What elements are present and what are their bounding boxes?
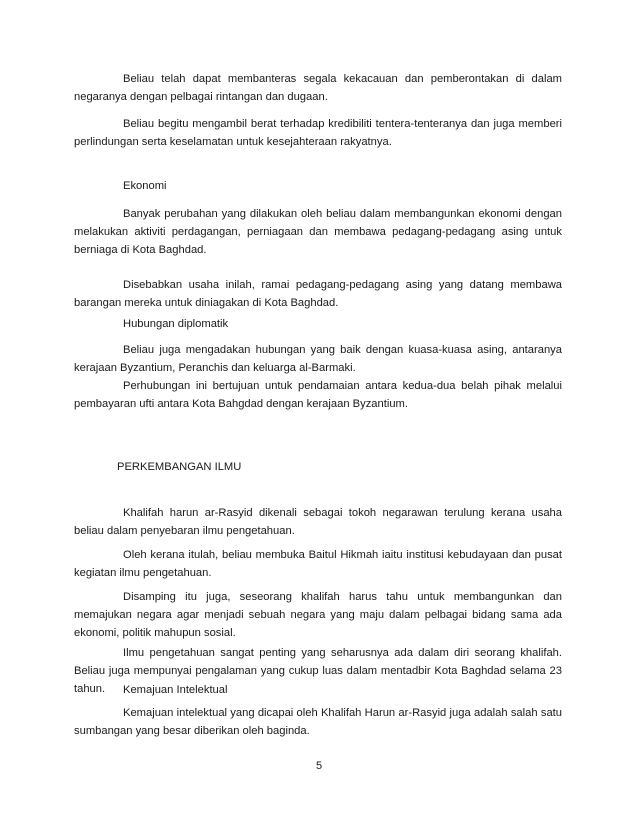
paragraph: Perhubungan ini bertujuan untuk pendamaian antara kedua-dua belah pihak melalui pembayaran ufti antara Kota Bahgdad dengan kerajaan Byzantium. [74, 380, 562, 410]
section-heading-perkembangan-ilmu: PERKEMBANGAN ILMU [117, 461, 242, 473]
paragraph: Banyak perubahan yang dilakukan oleh beliau dalam membangunkan ekonomi dengan melakukan aktiviti perdagangan, perniagaan dan membawa pedagang-pedagang asing untuk berniaga di Kota Baghdad. [74, 208, 562, 256]
page-number: 5 [315, 760, 323, 772]
section-heading-kemajuan-intelektual: Kemajuan Intelektual [123, 684, 228, 696]
paragraph: Beliau telah dapat membanteras segala kekacauan dan pemberontakan di dalam negaranya dengan pelbagai rintangan dan dugaan. [74, 73, 562, 103]
paragraph: Ilmu pengetahuan sangat penting yang seharusnya ada dalam diri seorang khalifah. Beliau juga mempunyai pengalaman yang cukup luas dalam mentadbir Kota Baghdad selama 23 tahun. [74, 647, 562, 695]
paragraph: Disebabkan usaha inilah, ramai pedagang-pedagang asing yang datang membawa barangan mereka untuk diniagakan di Kota Baghdad. [74, 279, 562, 309]
section-heading-hubungan-diplomatik: Hubungan diplomatik [123, 318, 229, 330]
paragraph: Beliau begitu mengambil berat terhadap kredibiliti tentera-tenteranya dan juga memberi perlindungan serta keselamatan untuk kesejahteraan rakyatnya. [74, 118, 562, 148]
paragraph: Kemajuan intelektual yang dicapai oleh Khalifah Harun ar-Rasyid juga adalah salah satu sumbangan yang besar diberikan oleh baginda. [74, 707, 562, 737]
section-heading-ekonomi: Ekonomi [123, 180, 167, 192]
paragraph: Khalifah harun ar-Rasyid dikenali sebagai tokoh negarawan terulung kerana usaha beliau dalam penyebaran ilmu pengetahuan. [74, 507, 562, 537]
paragraph: Beliau juga mengadakan hubungan yang baik dengan kuasa-kuasa asing, antaranya kerajaan Byzantium, Peranchis dan keluarga al-Barmaki. [74, 344, 562, 374]
paragraph: Oleh kerana itulah, beliau membuka Baitul Hikmah iaitu institusi kebudayaan dan pusat kegiatan ilmu pengetahuan. [74, 549, 562, 579]
paragraph: Disamping itu juga, seseorang khalifah harus tahu untuk membangunkan dan memajukan negara agar menjadi sebuah negara yang maju dalam pelbagai bidang sama ada ekonomi, politik mahupun sosial. [74, 591, 562, 639]
